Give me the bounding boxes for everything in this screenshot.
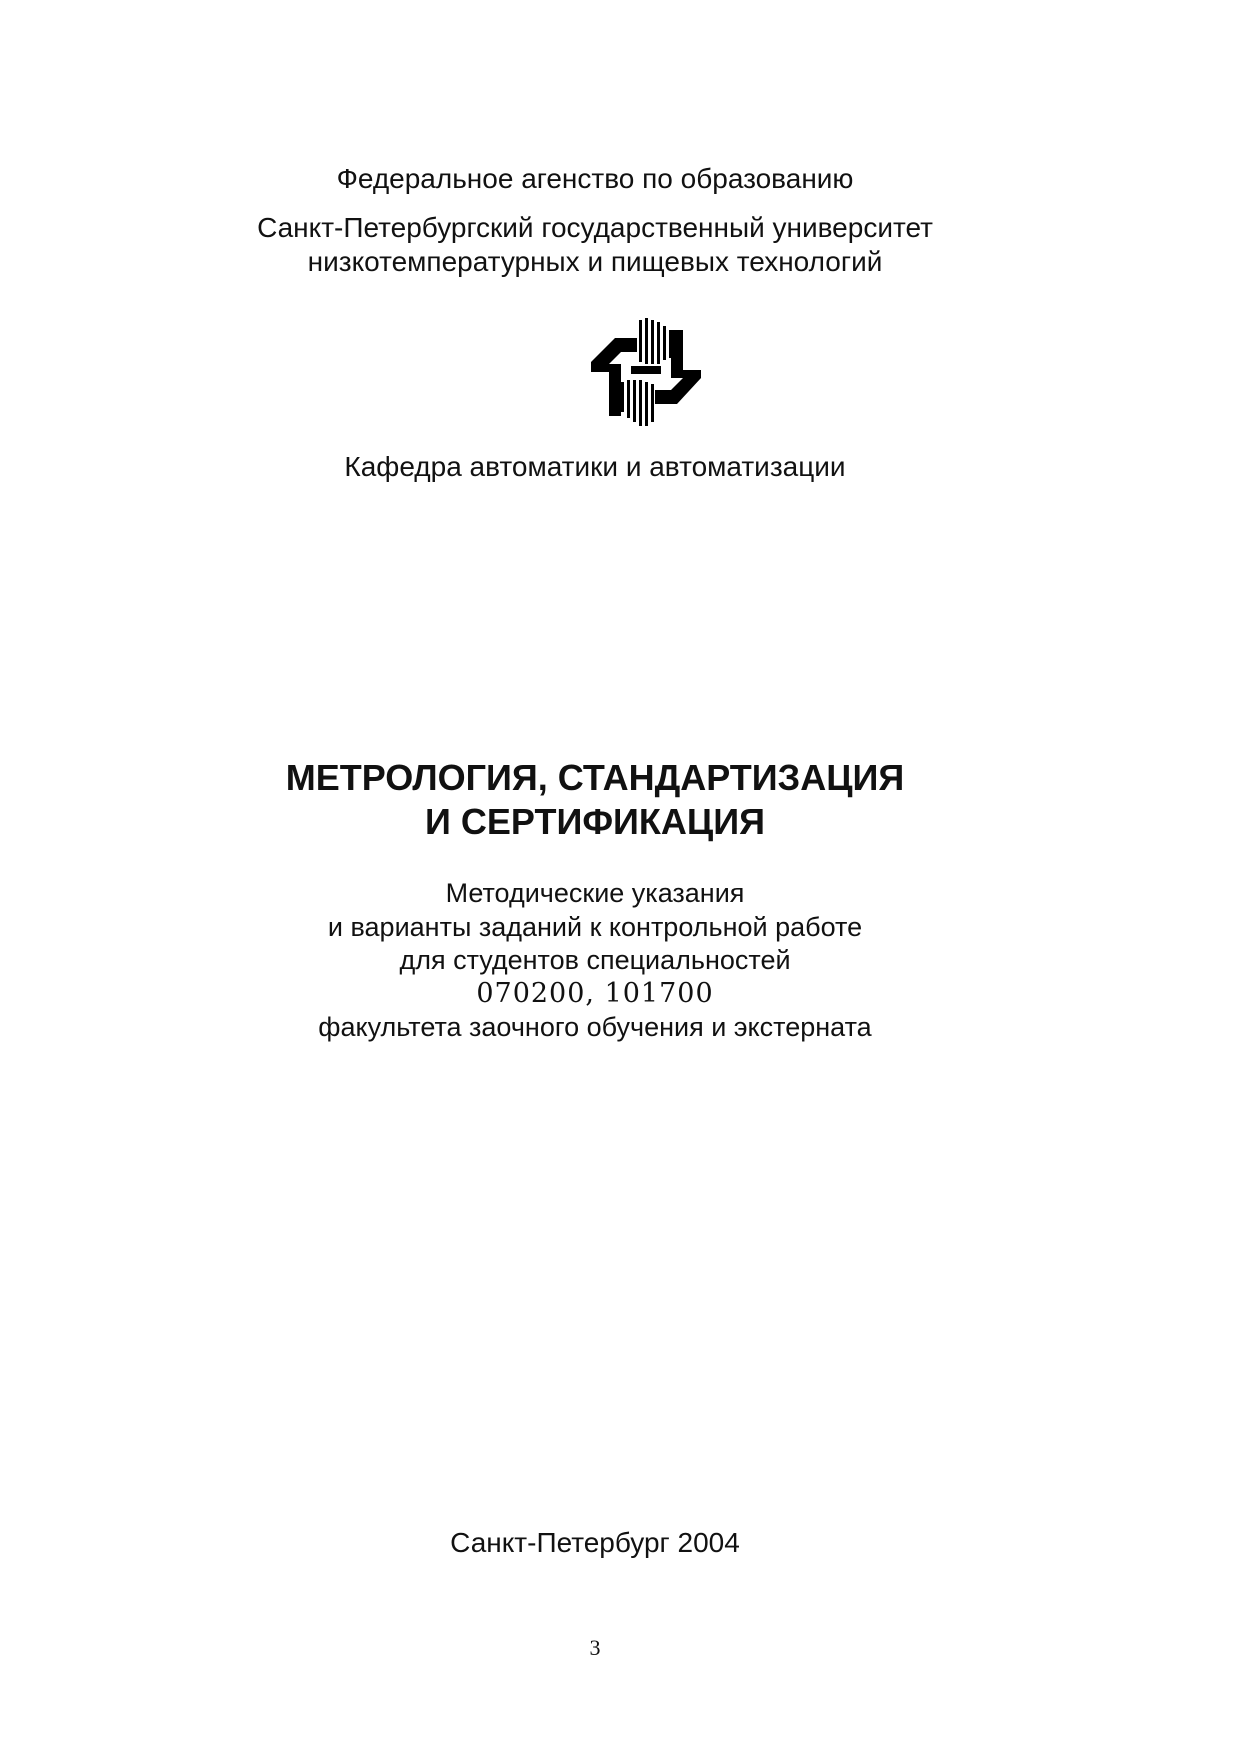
subtitle-line5: факультета заочного обучения и экстерната <box>318 1012 872 1042</box>
department-name: Кафедра автоматики и автоматизации <box>344 451 846 482</box>
subtitle-line1: Методические указания <box>445 878 745 908</box>
agency-name: Федеральное агенство по образованию <box>336 163 854 194</box>
subtitle-line3: для студентов специальностей <box>399 945 791 975</box>
university-name-line2: низкотемпературных и пищевых технологий <box>307 246 883 277</box>
university-emblem-icon <box>591 318 701 428</box>
subtitle-line2: и варианты заданий к контрольной работе <box>327 912 863 942</box>
university-name-line1: Санкт-Петербургский государственный университет <box>257 212 933 243</box>
page-number: 3 <box>589 1635 601 1660</box>
specialty-codes: 070200, 101700 <box>476 978 714 1009</box>
document-title-line1: МЕТРОЛОГИЯ, СТАНДАРТИЗАЦИЯ <box>285 757 905 798</box>
document-title-line2: И СЕРТИФИКАЦИЯ <box>425 801 765 842</box>
city-year: Санкт-Петербург 2004 <box>450 1527 740 1558</box>
